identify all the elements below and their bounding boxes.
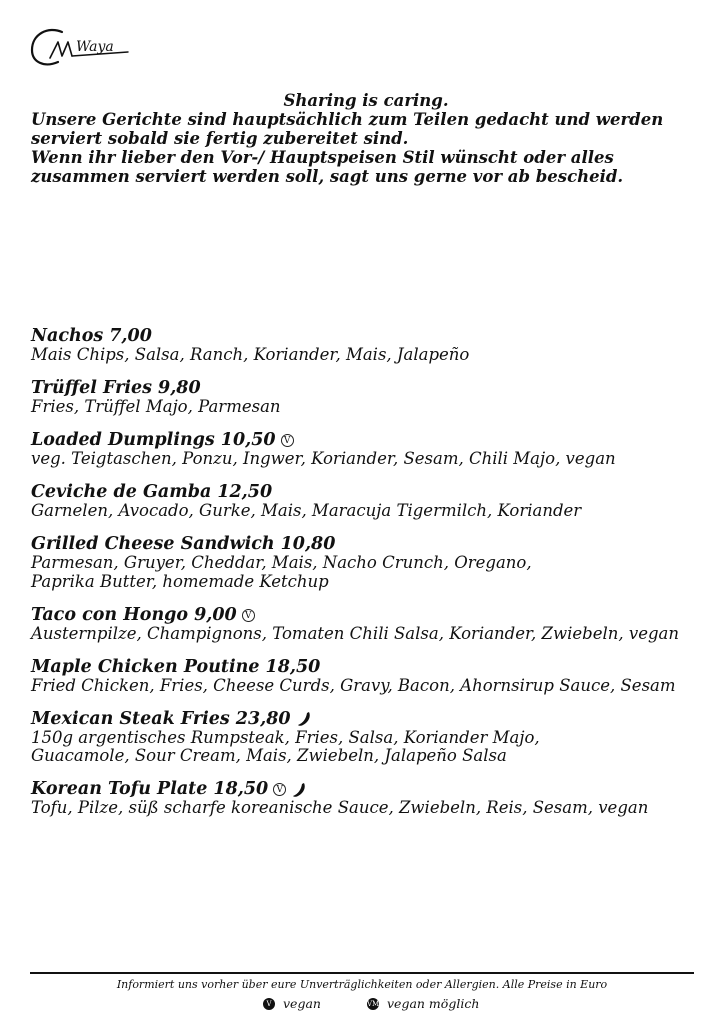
- menu-item: [31, 431, 706, 469]
- menu-item-price: 18,50: [213, 779, 269, 799]
- menu-item-description: Fries, Trüffel Majo, Parmesan: [31, 397, 281, 416]
- menu-item-description: Mais Chips, Salsa, Ranch, Koriander, Mais, Jalapeño: [31, 345, 470, 364]
- menu-item-price: 9,80: [158, 378, 201, 398]
- legend-label: vegan: [283, 996, 321, 1011]
- menu-item-description: veg. Teigtaschen, Ponzu, Ingwer, Koriander, Sesam, Chili Majo, vegan: [31, 449, 616, 468]
- menu-item-description: Tofu, Pilze, süß scharfe koreanische Sauce, Zwiebeln, Reis, Sesam, vegan: [31, 798, 649, 817]
- intro-line: zusammen serviert werden soll, sagt uns gerne vor ab bescheid.: [31, 167, 624, 186]
- menu-item-description: Guacamole, Sour Cream, Mais, Zwiebeln, Jalapeño Salsa: [31, 746, 507, 765]
- menu-item-price: 7,00: [109, 326, 152, 346]
- waya-logo: [28, 22, 138, 78]
- menu-item-name: Trüffel Fries: [31, 378, 153, 398]
- menu-item: [31, 606, 706, 644]
- footer-divider: [30, 972, 694, 974]
- menu-item-title: [31, 379, 706, 398]
- menu-item: [31, 379, 706, 417]
- menu-item-title: [31, 606, 706, 625]
- vegan-possible-icon: VM: [367, 999, 380, 1008]
- allergy-note: Informiert uns vorher über eure Unverträglichkeiten oder Allergien. Alle Preise in Euro: [116, 978, 608, 991]
- menu-item-description: Austernpilze, Champignons, Tomaten Chili Salsa, Koriander, Zwiebeln, vegan: [31, 623, 680, 643]
- intro-line: serviert sobald sie fertig zubereitet sind.: [31, 129, 409, 148]
- menu-item-name: Korean Tofu Plate: [31, 779, 208, 799]
- vegan-icon: V: [242, 609, 255, 622]
- menu-item: [31, 658, 706, 696]
- menu-item-title: [31, 710, 706, 729]
- menu-item-title: [31, 780, 706, 799]
- menu-item-name: Loaded Dumplings: [31, 430, 215, 450]
- menu-item-title: [31, 658, 706, 677]
- menu-item-name: Mexican Steak Fries: [31, 708, 230, 729]
- menu-item: [31, 327, 706, 365]
- menu-item-price: 10,80: [280, 534, 336, 554]
- vegan-icon: V: [273, 783, 286, 796]
- menu-item-description: Paprika Butter, homemade Ketchup: [31, 571, 329, 591]
- legend-vegan-possible: [367, 996, 479, 1011]
- menu-item-price: 18,50: [265, 656, 321, 677]
- menu-item: [31, 780, 706, 818]
- legend-vegan: [263, 996, 321, 1011]
- intro-heading: Sharing is caring.: [283, 91, 449, 110]
- menu-item-title: [31, 483, 706, 502]
- menu-item: [31, 483, 706, 521]
- menu-item: [31, 710, 706, 766]
- menu-item-name: Maple Chicken Poutine: [31, 656, 260, 677]
- logo-text: Waya: [76, 39, 114, 55]
- menu-item-price: 9,00: [194, 604, 237, 625]
- vegan-icon: V: [281, 434, 294, 447]
- menu-list: [31, 327, 706, 832]
- menu-item-name: Ceviche de Gamba: [31, 482, 212, 502]
- chili-icon: [297, 710, 313, 728]
- intro-line: Unsere Gerichte sind hauptsächlich zum Teilen gedacht und werden: [31, 110, 664, 129]
- legend-label: vegan möglich: [387, 996, 480, 1011]
- menu-item-description: Garnelen, Avocado, Gurke, Mais, Maracuja Tigermilch, Koriander: [31, 501, 582, 520]
- menu-item-description: Parmesan, Gruyer, Cheddar, Mais, Nacho Crunch, Oregano,: [31, 553, 532, 572]
- menu-item-price: 10,50: [220, 430, 276, 450]
- menu-item: [31, 535, 706, 591]
- menu-item-title: [31, 535, 706, 554]
- intro-line: Wenn ihr lieber den Vor-/ Hauptspeisen Stil wünscht oder alles: [31, 148, 614, 167]
- menu-item-title: [31, 327, 706, 346]
- vegan-icon: V: [263, 998, 275, 1010]
- chili-icon: [292, 781, 308, 799]
- menu-item-name: Nachos: [31, 326, 104, 346]
- menu-item-price: 12,50: [217, 482, 273, 502]
- menu-item-price: 23,80: [235, 708, 291, 729]
- menu-item-description: 150g argentisches Rumpsteak, Fries, Salsa, Koriander Majo,: [31, 727, 540, 747]
- menu-item-description: Fried Chicken, Fries, Cheese Curds, Gravy, Bacon, Ahornsirup Sauce, Sesam: [31, 675, 676, 695]
- intro-text: [31, 91, 701, 186]
- menu-item-title: [31, 431, 706, 450]
- menu-item-name: Grilled Cheese Sandwich: [31, 534, 275, 554]
- menu-item-name: Taco con Hongo: [31, 604, 189, 625]
